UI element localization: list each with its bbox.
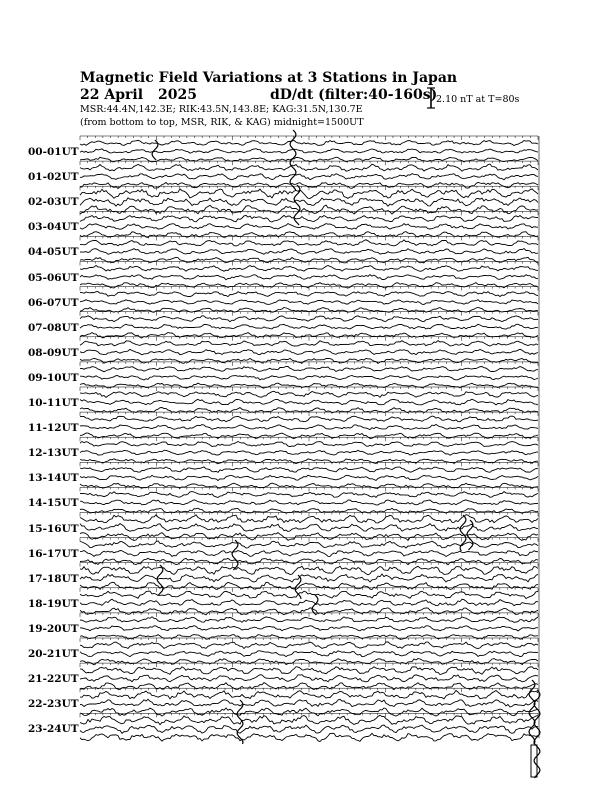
hour-label: 01-02UT [28, 171, 79, 184]
trace-rik [80, 675, 538, 682]
minute-ticks [80, 613, 538, 617]
trace-rik [80, 224, 538, 230]
trace-rik [80, 149, 538, 153]
minute-ticks [80, 387, 538, 391]
trace-rik [80, 399, 538, 405]
disturbance-spike [290, 130, 296, 190]
minute-ticks [80, 412, 538, 416]
chart-date: 22 April [80, 87, 144, 103]
trace-kag [80, 292, 538, 297]
trace-kag [80, 617, 538, 623]
hour-panel [80, 638, 539, 665]
trace-kag [80, 442, 538, 447]
hour-panel [80, 513, 539, 541]
trace-rik [80, 651, 538, 657]
trace-rik [80, 551, 538, 557]
minute-ticks [80, 563, 538, 567]
trace-kag [80, 366, 538, 371]
hour-label: 11-12UT [28, 422, 79, 435]
trace-rik [80, 376, 538, 381]
trace-kag [80, 541, 538, 548]
hour-panel [80, 211, 539, 237]
hour-panel [80, 713, 539, 741]
hour-panel [80, 688, 539, 716]
minute-ticks [80, 688, 538, 692]
trace-kag [80, 316, 538, 322]
trace-rik [80, 275, 538, 280]
trace-kag [80, 140, 538, 145]
scale-bar-label: 2.10 nT at T=80s [436, 94, 520, 105]
hour-label: 09-10UT [28, 371, 79, 384]
trace-rik [80, 249, 538, 255]
trace-rik [80, 574, 538, 582]
minute-ticks [80, 337, 538, 341]
trace-kag [80, 492, 538, 498]
trace-rik [80, 198, 538, 206]
hour-panels [80, 136, 539, 742]
hour-label: 15-16UT [28, 522, 79, 535]
chart-filter: dD/dt (filter:40-160s) [270, 87, 438, 103]
trace-kag [80, 391, 538, 397]
hour-panel [80, 362, 539, 388]
trace-kag [80, 566, 538, 575]
trace-rik [80, 599, 538, 606]
hour-panel [80, 262, 539, 289]
hour-label: 18-19UT [28, 597, 79, 610]
trace-order-note: (from bottom to top, MSR, RIK, & KAG) midnight=1500UT [80, 117, 364, 128]
trace-msr [80, 408, 538, 413]
trace-rik [80, 349, 538, 355]
hour-panel [80, 136, 539, 162]
hour-panel [80, 613, 539, 639]
hour-panel [80, 186, 539, 214]
hour-label: 17-18UT [28, 572, 79, 585]
trace-kag [80, 591, 538, 598]
trace-kag [80, 189, 538, 199]
minute-ticks [80, 161, 538, 165]
hour-label: 03-04UT [28, 221, 79, 234]
hour-label: 23-24UT [28, 723, 79, 736]
trace-rik [80, 500, 538, 505]
chart-title: Magnetic Field Variations at 3 Stations in Japan [80, 70, 458, 86]
hour-panel [80, 236, 539, 263]
hour-label: 12-13UT [28, 447, 79, 460]
minute-ticks [80, 211, 538, 215]
trace-kag [80, 416, 538, 422]
station-coordinates: MSR:44.4N,142.3E; RIK:43.5N,143.8E; KAG:31.5N,130.7E [80, 104, 363, 115]
hour-label: 21-22UT [28, 673, 79, 686]
minute-ticks [80, 262, 538, 266]
hour-label: 07-08UT [28, 321, 79, 334]
trace-rik [80, 324, 538, 329]
minute-ticks [80, 236, 538, 240]
trace-rik [80, 424, 538, 429]
hour-label: 16-17UT [28, 547, 79, 560]
disturbance-spike [237, 700, 243, 744]
minute-ticks [80, 713, 538, 717]
minute-ticks [80, 638, 538, 642]
hour-label: 04-05UT [28, 246, 79, 259]
disturbance-spike [157, 565, 163, 595]
hour-panel [80, 287, 539, 313]
hour-panel [80, 337, 539, 364]
hour-panel [80, 312, 539, 338]
trace-kag [80, 642, 538, 649]
trace-kag [80, 215, 538, 222]
hour-panel [80, 487, 539, 513]
hour-label: 00-01UT [28, 146, 79, 158]
hour-label: 19-20UT [28, 622, 79, 635]
minute-ticks [80, 663, 538, 667]
hour-panel [80, 663, 539, 690]
trace-kag [80, 341, 538, 346]
disturbance-spike [460, 515, 466, 551]
trace-kag [80, 667, 538, 675]
trace-kag [80, 164, 538, 171]
trace-rik [80, 626, 538, 631]
hour-panel [80, 588, 539, 615]
minute-ticks [80, 287, 538, 291]
trace-msr [80, 733, 538, 741]
hour-label: 13-14UT [28, 472, 79, 485]
hour-panel [80, 563, 539, 590]
hour-label: 06-07UT [28, 296, 79, 309]
hour-label: 08-09UT [28, 346, 79, 359]
minute-ticks [80, 186, 538, 190]
hour-label: 10-11UT [28, 397, 79, 409]
hour-label: 14-15UT [28, 497, 79, 510]
minute-ticks [80, 462, 538, 466]
trace-kag [80, 467, 538, 472]
trace-rik [80, 174, 538, 180]
trace-rik [80, 450, 538, 455]
trace-kag [80, 265, 538, 271]
minute-ticks [80, 487, 538, 491]
minute-ticks [80, 312, 538, 316]
hour-label: 02-03UT [28, 196, 79, 209]
hour-panel [80, 538, 539, 565]
hour-label: 20-21UT [28, 648, 79, 660]
hour-label: 05-06UT [28, 271, 79, 284]
hour-panel [80, 161, 539, 188]
trace-rik [80, 699, 538, 707]
trace-rik [80, 725, 538, 733]
minute-ticks [80, 136, 538, 140]
minute-ticks [80, 437, 538, 441]
minute-ticks [80, 362, 538, 366]
chart-year: 2025 [158, 87, 197, 103]
hour-label: 22-23UT [28, 698, 79, 711]
scale-bar [427, 88, 435, 108]
trace-rik [80, 300, 538, 305]
hour-panel [80, 437, 539, 463]
trace-kag [80, 240, 538, 246]
hour-panel [80, 387, 539, 413]
hour-panel [80, 412, 539, 438]
trace-rik [80, 475, 538, 480]
hour-panel [80, 462, 539, 488]
